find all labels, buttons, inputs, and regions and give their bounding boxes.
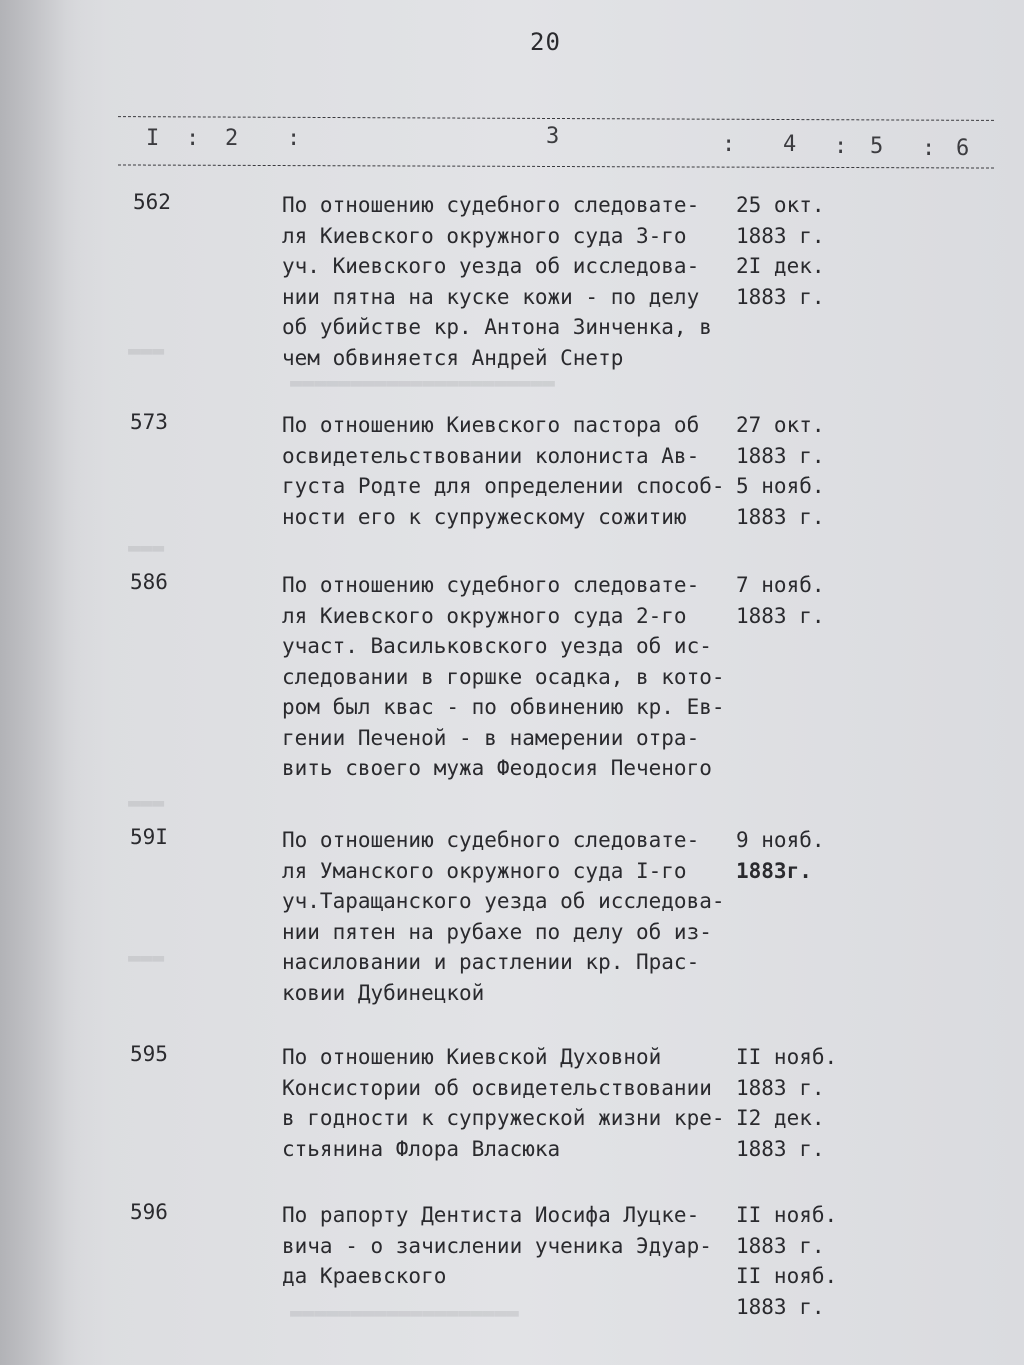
date-line: II нояб. [736,1264,838,1288]
date-line: 1883 г. [736,504,825,529]
date-line: 1883 г. [736,443,825,468]
description-line: По рапорту Дентиста Иосифа Луцке- [282,1203,700,1227]
description-line: об убийстве кр. Антона Зинченка, в [282,315,712,339]
description-line: стьянина Флора Власюка [282,1136,561,1161]
description-line: нии пятен на рубахе по делу об из- [282,919,712,944]
column-header-6: 6 [956,136,970,161]
date-line: II нояб. [736,1045,838,1069]
date-line: 7 нояб. [736,573,825,597]
column-header-2: 2 [225,126,239,151]
column-header-1: I [146,126,160,151]
date-line: 25 окт. [736,193,825,217]
entry-number: 586 [130,570,168,594]
description-line: По отношению Киевской Духовной [282,1045,662,1069]
description-line: следовании в горшке осадка, в кото- [282,664,725,689]
bleed-through-mark: ▬▬▬▬▬▬▬▬▬▬▬▬▬▬▬▬▬▬▬ [290,1300,519,1324]
description-line: уч.Таращанского уезда об исследова- [282,889,725,913]
description-line: вить своего мужа Феодосия Печеного [282,756,712,780]
description-line: в годности к супружеской жизни кре- [282,1106,725,1130]
description-line: участ. Васильковского уезда об ис- [282,634,712,658]
bleed-through-mark: ▬▬▬ [128,535,165,559]
date-line: 1883 г. [736,1075,825,1100]
description-line: густа Родте для определении способ- [282,474,725,498]
entry-description [282,1042,732,1164]
description-line: ля Киевского окружного суда 3-го [282,223,687,248]
date-line: 2I дек. [736,254,825,278]
description-line: По отношению судебного следовате- [282,828,700,852]
date-line: 1883 г. [736,1233,825,1258]
description-line: ковии Дубинецкой [282,980,485,1005]
entry-number: 59I [130,825,168,849]
entry-description [282,825,732,1008]
entry-number: 562 [133,190,171,214]
bleed-through-mark: ▬▬▬ [128,790,165,814]
entry-dates [736,570,825,631]
header-rule-bottom [118,164,994,168]
date-line: I2 дек. [736,1106,825,1130]
date-line: 1883г. [736,858,812,883]
entry-description [282,190,732,373]
description-line: да Краевского [282,1264,447,1288]
entry-description [282,1200,732,1292]
entry-dates [736,1200,837,1322]
bleed-through-mark: ▬▬▬ [128,945,165,969]
page-number: 20 [530,28,561,56]
column-header-5: 5 [870,134,884,159]
entry-dates [736,410,825,532]
column-separator: : [834,134,848,159]
description-line: ля Киевского окружного суда 2-го [282,603,687,628]
column-separator: : [287,126,301,151]
date-line: 27 окт. [736,413,825,437]
entry-dates [736,190,825,312]
date-line: 1883 г. [736,1136,825,1161]
date-line: 1883 г. [736,223,825,248]
description-line: вича - о зачислении ученика Эдуар- [282,1233,712,1258]
date-line: II нояб. [736,1203,838,1227]
description-line: Консистории об освидетельствовании [282,1075,712,1100]
description-line: По отношению Киевского пастора об [282,413,700,437]
date-line: 1883 г. [736,284,825,309]
column-header-4: 4 [783,132,797,157]
description-line: ром был квас - по обвинению кр. Ев- [282,695,725,719]
description-line: По отношению судебного следовате- [282,573,700,597]
bleed-through-mark: ▬▬▬ [128,338,165,362]
description-line: ности его к супружескому сожитию [282,504,687,529]
description-line: освидетельствовании колониста Ав- [282,443,700,468]
entry-dates [736,1042,837,1164]
column-separator: : [722,132,736,157]
description-line: ля Уманского окружного суда I-го [282,858,687,883]
bleed-through-mark: ▬▬▬▬▬▬▬▬▬▬▬▬▬▬▬▬▬▬▬▬▬▬ [290,370,555,394]
entry-dates [736,825,825,886]
entry-number: 595 [130,1042,168,1066]
entry-number: 573 [130,410,168,434]
column-header-3: 3 [546,124,560,149]
column-separator: : [186,126,200,151]
date-line: 1883 г. [736,1294,825,1319]
description-line: уч. Киевского уезда об исследова- [282,254,700,278]
date-line: 9 нояб. [736,828,825,852]
description-line: насиловании и растлении кр. Прас- [282,950,700,974]
header-rule-top [118,116,994,121]
description-line: гении Печеной - в намерении отра- [282,725,700,750]
column-separator: : [922,136,936,161]
date-line: 5 нояб. [736,474,825,498]
entry-number: 596 [130,1200,168,1224]
description-line: нии пятна на куске кожи - по делу [282,284,700,309]
entry-description [282,410,732,532]
description-line: чем обвиняется Андрей Снетр [282,345,624,370]
page-edge-shadow [0,0,110,1365]
description-line: По отношению судебного следовате- [282,193,700,217]
date-line: 1883 г. [736,603,825,628]
entry-description [282,570,732,784]
